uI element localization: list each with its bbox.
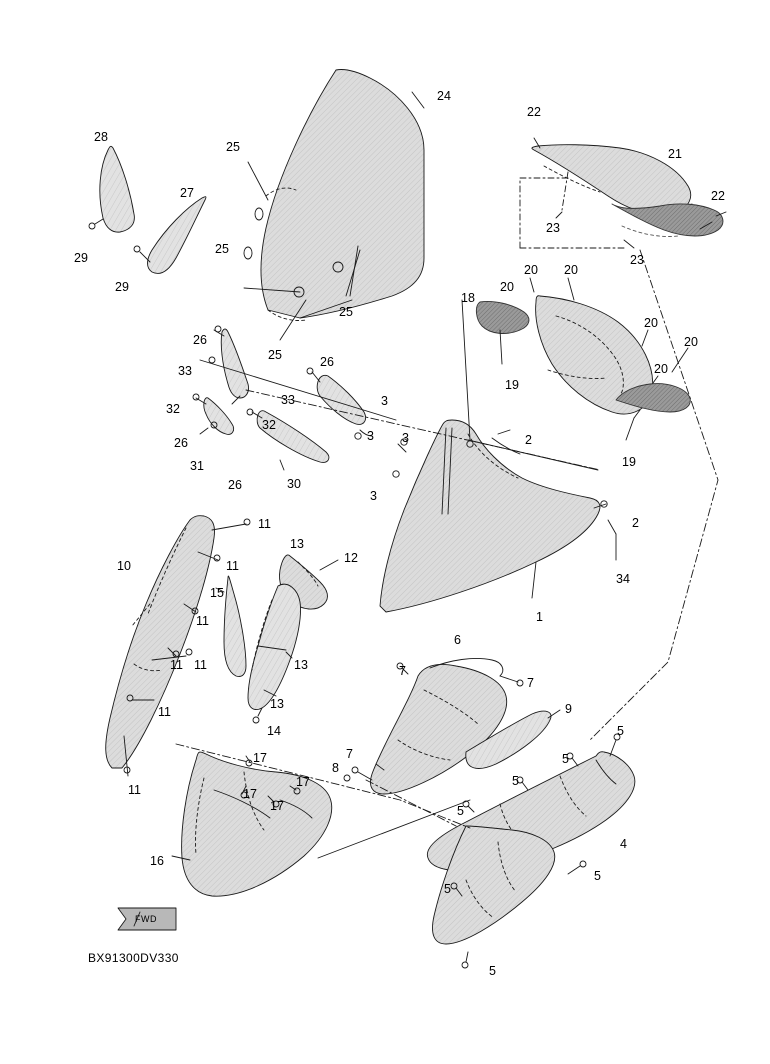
callout-3-d: 3 [370,489,377,503]
callout-22-upper: 22 [527,105,541,119]
callout-12: 12 [344,551,358,565]
callout-28: 28 [94,130,108,144]
callout-17-a: 17 [253,751,267,765]
callout-4: 4 [620,837,627,851]
callout-1: 1 [536,610,543,624]
diagram-code: BX91300DV330 [88,951,179,965]
callout-7-c: 7 [346,747,353,761]
callout-19-a: 19 [505,378,519,392]
callout-11-b: 11 [226,559,239,573]
callout-20-a: 20 [524,263,538,277]
callout-15: 15 [210,586,224,600]
callout-10: 10 [117,559,131,573]
callout-20-c: 20 [500,280,514,294]
callout-30: 30 [287,477,301,491]
callout-5-e: 5 [594,869,601,883]
callout-24: 24 [437,89,451,103]
callout-3-b: 3 [367,429,374,443]
callout-19-b: 19 [622,455,636,469]
callout-6: 6 [454,633,461,647]
callout-13-b: 13 [294,658,308,672]
callout-8: 8 [332,761,339,775]
callout-20-f: 20 [654,362,668,376]
callout-11-c: 11 [196,614,209,628]
callout-25-b: 25 [215,242,229,256]
callout-11-a: 11 [258,517,271,531]
callout-29-b: 29 [115,280,129,294]
callout-29-a: 29 [74,251,88,265]
callout-34: 34 [616,572,630,586]
callout-20-e: 20 [684,335,698,349]
callout-26-c: 26 [174,436,188,450]
callout-3-c: 3 [402,431,409,445]
callout-7-b: 7 [527,676,534,690]
callout-3-a: 3 [381,394,388,408]
callout-16: 16 [150,854,164,868]
callout-25-a: 25 [226,140,240,154]
callout-32-b: 32 [262,418,276,432]
callout-13-a: 13 [290,537,304,551]
callout-11-e: 11 [194,658,207,672]
callout-25-d: 25 [268,348,282,362]
callout-26-d: 26 [228,478,242,492]
callout-20-b: 20 [564,263,578,277]
callout-17-d: 17 [270,799,284,813]
callout-32-a: 32 [166,402,180,416]
callout-5-c: 5 [512,774,519,788]
callout-18: 18 [461,291,475,305]
callout-9: 9 [565,702,572,716]
callout-5-b: 5 [562,752,569,766]
callout-11-g: 11 [128,783,141,797]
callout-23-a: 23 [546,221,560,235]
callout-17-c: 17 [243,787,257,801]
callout-2-b: 2 [632,516,639,530]
callout-5-d: 5 [457,804,464,818]
callout-21: 21 [668,147,682,161]
fwd-arrow-label: FWD [135,914,157,924]
callout-31: 31 [190,459,204,473]
callout-5-f: 5 [444,882,451,896]
callout-20-d: 20 [644,316,658,330]
callout-13-c: 13 [270,697,284,711]
callout-22-lower: 22 [711,189,725,203]
callout-26-a: 26 [193,333,207,347]
callout-5-a: 5 [617,724,624,738]
callout-27: 27 [180,186,194,200]
callout-26-b: 26 [320,355,334,369]
callout-33-a: 33 [178,364,192,378]
callout-11-f: 11 [158,705,171,719]
callout-33-b: 33 [281,393,295,407]
callout-23-b: 23 [630,253,644,267]
callout-14: 14 [267,724,281,738]
callout-11-d: 11 [170,658,183,672]
callout-25-c: 25 [339,305,353,319]
callout-17-b: 17 [296,775,310,789]
callout-7-a: 7 [399,664,406,678]
callout-5-g: 5 [489,964,496,978]
callout-2-a: 2 [525,433,532,447]
